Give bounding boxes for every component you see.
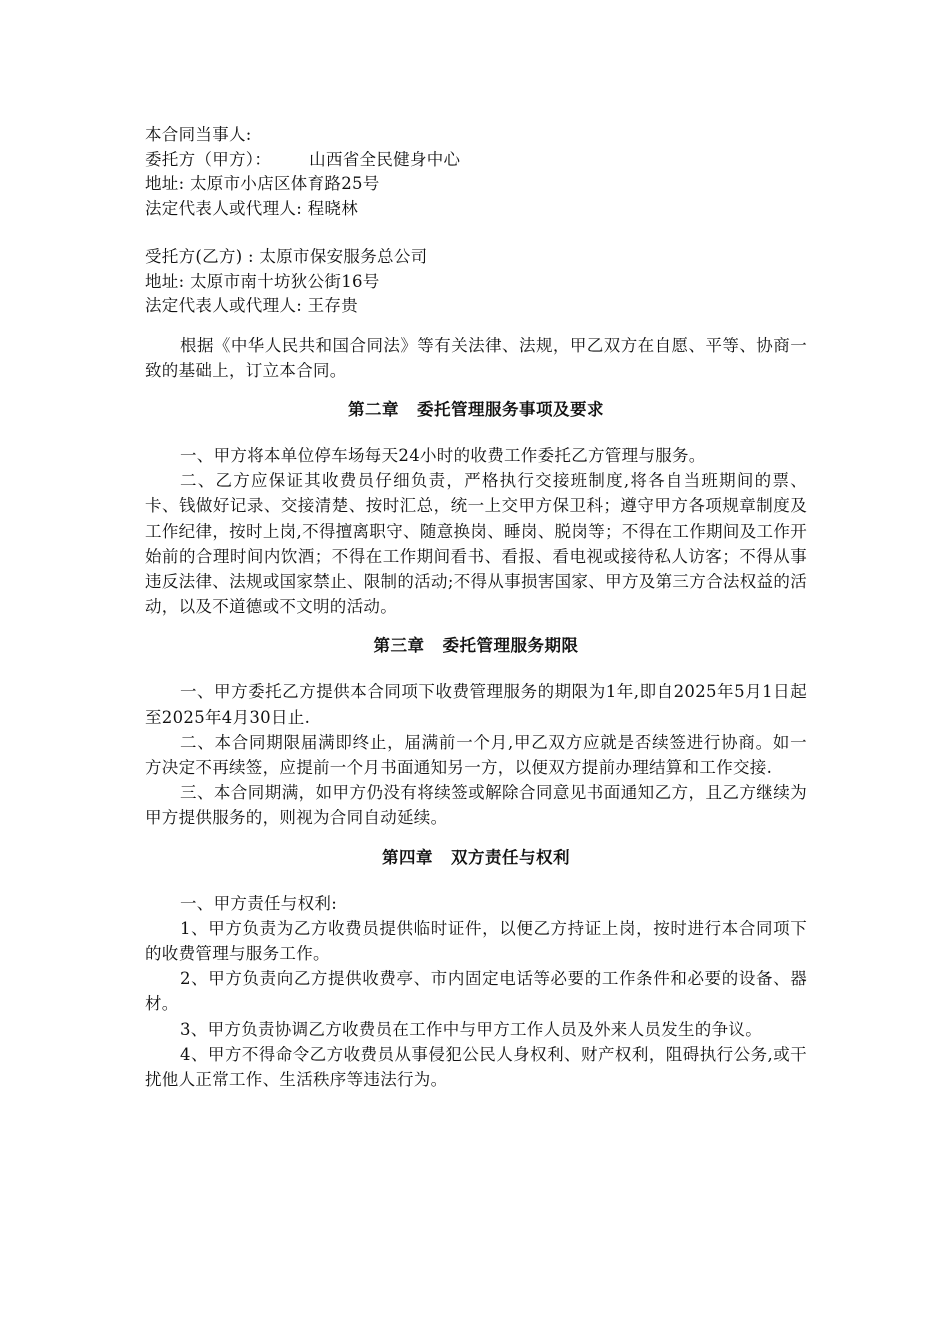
chapter-number: 第三章 — [373, 636, 425, 656]
spacer — [145, 319, 807, 333]
chapter-heading — [145, 845, 807, 871]
chapter-title: 委托管理服务期限 — [442, 636, 579, 656]
chapter-paragraph: 三、本合同期满，如甲方仍没有将续签或解除合同意见书面通知乙方，且乙方继续为甲方提供服务的，则视为合同自动延续。 — [145, 783, 807, 828]
chapter-heading — [145, 633, 807, 659]
chapter-paragraph: 一、甲方将本单位停车场每天24小时的收费工作委托乙方管理与服务。 — [180, 445, 706, 465]
chapter-paragraph: 1、甲方负责为乙方收费员提供临时证件，以便乙方持证上岗，按时进行本合同项下的收费管理与服务工作。 — [145, 918, 807, 963]
chapter-paragraph: 二、本合同期限届满即终止，届满前一个月,甲乙双方应就是否续签进行协商。如一方决定不再续签，应提前一个月书面通知另一方，以便双方提前办理结算和工作交接. — [145, 732, 807, 777]
party-b-address: 地址: 太原市南十坊狄公街16号 — [145, 271, 380, 291]
party-b-representative: 法定代表人或代理人: 王存贵 — [145, 296, 359, 315]
chapter-number: 第二章 — [348, 399, 399, 419]
party-a-representative: 法定代表人或代理人: 程晓林 — [145, 198, 359, 218]
party-a-address: 地址: 太原市小店区体育路25号 — [145, 174, 380, 193]
chapter-title: 双方责任与权利 — [451, 847, 570, 867]
chapter-paragraph: 一、甲方委托乙方提供本合同项下收费管理服务的期限为1年,即自2025年5月1日起至2025年4月30日止. — [145, 682, 807, 727]
chapter-title: 委托管理服务事项及要求 — [417, 399, 604, 419]
party-b-line: 受托方(乙方) : 太原市保安服务总公司 — [145, 247, 428, 266]
chapter-paragraph: 2、甲方负责向乙方提供收费亭、市内固定电话等必要的工作条件和必要的设备、器材。 — [145, 969, 807, 1014]
chapter-paragraph: 二、乙方应保证其收费员仔细负责，严格执行交接班制度,将各自当班期间的票、卡、钱做好记录、交接清楚、按时汇总，统一上交甲方保卫科；遵守甲方各项规章制度及工作纪律，按时上岗,不得擅离职守、随意换岗、睡岗、脱岗等；不得在工作期间及工作开始前的合理时间内饮酒；不得在工作期间看书、看报、看电视或接待私人访客；不得从事违反法律、法规或国家禁止、限制的活动;不得从事损害国家、甲方及第三方合法权益的活动，以及不道德或不文明的活动。 — [145, 471, 807, 617]
party-a-name: 山西省全民健身中心 — [309, 149, 461, 169]
chapter-number: 第四章 — [382, 847, 433, 867]
party-a-line — [145, 148, 807, 173]
contract-page — [145, 123, 807, 1092]
spacer — [145, 221, 807, 245]
chapter-paragraph: 一、甲方责任与权利: — [180, 893, 338, 913]
preamble-paragraph: 根据《中华人民共和国合同法》等有关法律、法规，甲乙双方在自愿、平等、协商一致的基础上，订立本合同。 — [145, 335, 807, 380]
chapter-paragraph: 3、甲方负责协调乙方收费员在工作中与甲方工作人员及外来人员发生的争议。 — [180, 1019, 762, 1039]
chapter-paragraph: 4、甲方不得命令乙方收费员从事侵犯公民人身权利、财产权利，阻碍执行公务,或干扰他人正常工作、生活秩序等违法行为。 — [145, 1044, 807, 1089]
party-a-label: 委托方（甲方）： — [145, 149, 272, 169]
parties-intro: 本合同当事人: — [145, 125, 252, 144]
chapter-heading — [145, 397, 807, 423]
